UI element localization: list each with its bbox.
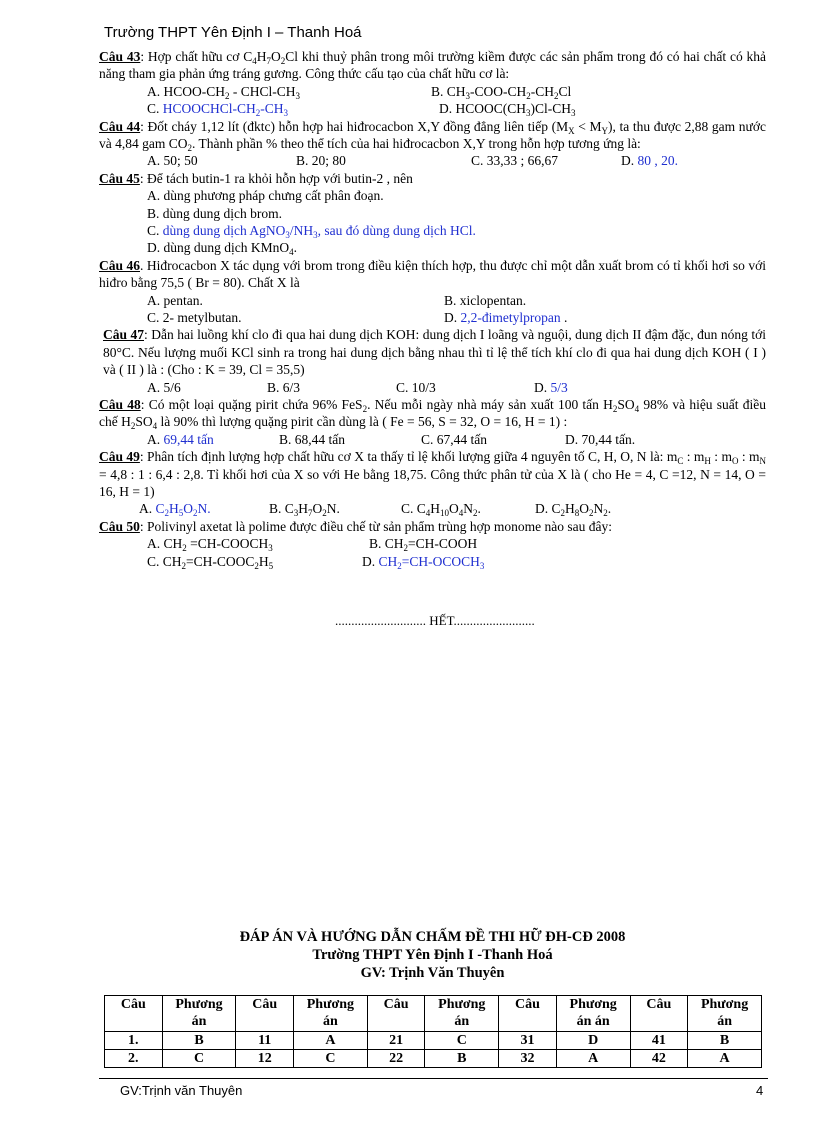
option-c: C. 2- metylbutan.	[147, 309, 242, 325]
table-row: 1. B 11 A 21 C 31 D 41 B	[105, 1032, 762, 1050]
option-c: C. dùng dung dịch $AgNO_3/NH_3$, sau đó dùng dung dịch HCl.	[147, 222, 476, 240]
options-row	[99, 431, 766, 448]
option-a: A. 5/6	[147, 379, 181, 395]
option-a: A. 69,44 tấn	[147, 431, 214, 447]
option-b: B. dùng dung dịch brom.	[147, 205, 282, 221]
question-number: Câu 45	[99, 170, 140, 186]
question-number: Câu 48	[99, 396, 141, 412]
options-row	[99, 292, 766, 309]
option-a: A. 50; 50	[147, 153, 198, 169]
question-46: Câu 46. Hiđrocacbon X tác dụng với brom trong điều kiện thích hợp, thu được chỉ một dẫn xuất brom có tỉ khối hơi so với hiđro bằng 75,5 ( Br = 80). Chất X là	[99, 257, 767, 291]
question-47: Câu 47: Dẫn hai luồng khí clo đi qua hai dung dịch KOH: dung dịch I loãng và nguội, dung dịch II đậm đặc, đun nóng tới 80°C. Nếu lượng muối KCl sinh ra trong hai dung dịch bằng nhau thì tỉ lệ thể tích khí clo đi qua hai dung dịch KOH ( I ) và ( II ) là : (Cho : K = 39, Cl = 35,5)	[103, 327, 767, 378]
options-row	[99, 553, 766, 570]
question-number: Câu 46	[99, 257, 140, 273]
option-d: D. $C_2H_8O_2N_2$.	[535, 501, 612, 519]
question-number: Câu 44	[99, 118, 141, 134]
option-c: C. HCOOCHCl-$CH_2-CH_3$	[147, 101, 289, 119]
options-row	[99, 535, 766, 552]
option-a: A. $CH_2$ $=CH-COOCH_3$	[147, 536, 273, 554]
options-row	[99, 309, 766, 326]
options-row	[99, 239, 766, 256]
options-row	[99, 152, 766, 169]
options-row	[99, 83, 766, 100]
question-43: Câu 43: Hợp chất hữu cơ $C_4H_7O_2Cl$ khi thuỷ phân trong môi trường kiềm được các sản phẩm trong đó có hai chất có khả năng tham gia phản ứng tráng gương. Công thức cấu tạo của chất hữu cơ là:	[99, 49, 766, 82]
option-c: C. 33,33 ; 66,67	[471, 153, 559, 169]
footer-divider	[99, 1078, 768, 1079]
option-a: A. dùng phương pháp chưng cất phân đoạn.	[147, 188, 384, 204]
answer-key-table	[104, 995, 762, 1068]
option-a: A. $C_2H_5O_2N$.	[139, 501, 211, 519]
options-row	[99, 205, 766, 222]
option-d: D. $HCOOC(CH_3)Cl-CH_3$	[439, 101, 576, 119]
option-d: D. 2,2-đimetylpropan .	[444, 309, 568, 325]
page-header	[104, 24, 362, 41]
option-b: B. 20; 80	[296, 153, 346, 169]
question-number: Câu 47	[103, 327, 144, 343]
option-a: A. HCOO-$CH_2$ - CHCl-$CH_3$	[147, 83, 301, 101]
question-number: Câu 43	[99, 49, 141, 64]
option-c: C. 10/3	[396, 379, 436, 395]
option-b: B. $CH_3-COO-CH_2-CH_2Cl$	[431, 83, 572, 101]
question-number: Câu 50	[99, 518, 140, 534]
table-row: 2. C 12 C 22 B 32 A 42 A	[105, 1050, 762, 1068]
options-row	[99, 187, 766, 204]
option-b: B. $C_3H_7O_2N$.	[269, 501, 340, 519]
options-row	[99, 379, 766, 396]
header-school: Trường THPT Yên Định I – Thanh Hoá	[104, 24, 362, 41]
answer-key-teacher: GV: Trịnh Văn Thuyên	[360, 965, 505, 981]
question-number: Câu 49	[99, 449, 140, 465]
option-b: B. $CH_2=CH$-COOH	[369, 536, 478, 554]
question-49: Câu 49: Phân tích định lượng hợp chất hữu cơ X ta thấy tỉ lệ khối lượng giữa 4 nguyên tố C, H, O, N là: $m_C$ : $m_H$ : $m_O$ : $m_N = 4,8$ : 1 : 6,4 : 2,8. Tỉ khối hơi của X so với He bằng 18,75. Công thức phân tử của X là ( cho He = 4, C =12, N = 14, O = 16, H = 1)	[99, 449, 766, 499]
option-c: C. $CH_2=CH-COOC_2H_5$	[147, 553, 274, 571]
page-number: 4	[756, 1083, 764, 1098]
option-b: B. xiclopentan.	[444, 292, 527, 308]
answer-key-school: Trường THPT Yên Định I -Thanh Hoá	[312, 947, 553, 963]
option-a: A. pentan.	[147, 292, 203, 308]
footer-author: GV:Trịnh văn Thuyên	[120, 1083, 243, 1098]
option-c: C. 67,44 tấn	[421, 431, 487, 447]
option-d: D. $CH_2=CH-OCOCH_3$	[362, 553, 485, 571]
option-c: C. $C_4H_{10}O_4N_2$.	[401, 501, 481, 519]
option-b: B. 68,44 tấn	[279, 431, 345, 447]
option-b: B. 6/3	[267, 379, 301, 395]
options-row	[99, 500, 766, 517]
option-d: D. 70,44 tấn.	[565, 431, 636, 447]
answer-key-title: ĐÁP ÁN VÀ HƯỚNG DẪN CHẤM ĐỀ THI HỮ ĐH-CĐ 2008	[239, 929, 626, 945]
end-marker: ............................ HẾT.........................	[335, 613, 535, 628]
option-d: D. 5/3	[534, 379, 568, 395]
options-row	[99, 100, 766, 117]
question-44: Câu 44: Đốt cháy 1,12 lít (đktc) hỗn hợp hai hiđrocacbon X,Y đồng đẳng liên tiếp $(M_X < M_Y)$, ta thu được 2,88 gam nước và 4,84 gam $CO_2$. Thành phần % theo thể tích của hai hiđrocacbon X,Y trong hỗn hợp tương ứng là:	[99, 118, 766, 153]
option-d: D. 80 , 20.	[621, 153, 678, 169]
question-45: Câu 45: Để tách butin-1 ra khỏi hỗn hợp với butin-2 , nên	[99, 170, 413, 186]
question-48: Câu 48: Có một loại quặng pirit chứa 96% FeS$_2$. Nếu mỗi ngày nhà máy sản xuất 100 tấn $H_2SO_4$ 98% và hiệu suất điều chế $H_2SO_4$ là 90% thì lượng quặng pirit cần dùng là ( Fe = 56, S = 32, O = 16, H = 1) :	[99, 396, 766, 432]
question-50: Câu 50: Polivinyl axetat là polime được điều chế từ sản phẩm trùng hợp monome nào sau đây:	[99, 518, 612, 534]
option-d: D. dùng dung dịch KMnO$_4$.	[147, 240, 297, 258]
exam-content	[99, 48, 766, 570]
table-header-row: Câu Phương án Câu Phương án Câu Phương án Câu Phương án án Câu Phương án	[105, 996, 762, 1032]
options-row	[99, 222, 766, 239]
